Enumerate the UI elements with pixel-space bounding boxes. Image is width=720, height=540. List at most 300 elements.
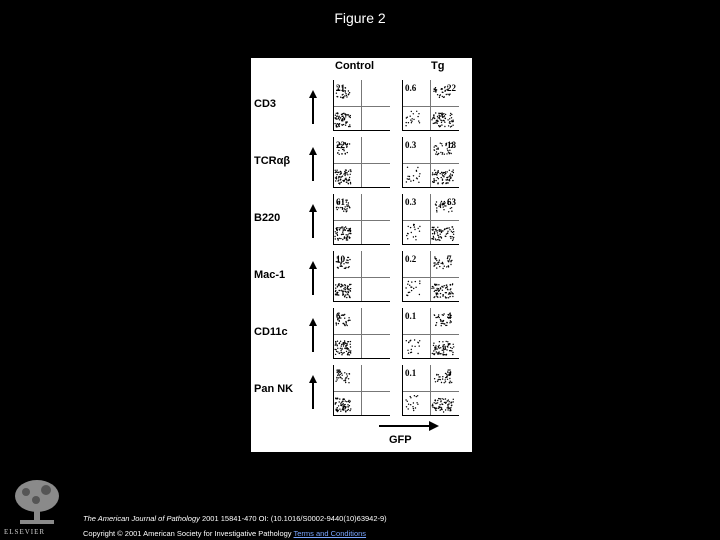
event-dot [443,351,444,352]
event-dot [344,404,345,405]
event-dot [437,402,438,403]
event-dot [406,295,407,296]
event-dot [451,207,452,208]
event-dot [436,123,437,124]
quadrant-percentage: 0.1 [405,368,417,378]
event-dot [346,297,347,298]
event-dot [437,317,438,318]
event-dot [342,116,343,117]
copyright-line [83,529,366,538]
event-dot [433,117,434,118]
event-dot [348,202,349,203]
copyright-text: Copyright © 2001 American Society for Investigative Pathology [83,529,294,538]
event-dot [434,265,435,266]
event-dot [437,120,438,121]
event-dot [350,344,351,345]
event-dot [442,268,443,269]
event-dot [435,153,436,154]
event-dot [347,114,348,115]
event-dot [347,143,348,144]
event-dot [350,350,351,351]
event-dot [444,266,445,267]
event-dot [348,90,349,91]
quadrant-percentage: 0.6 [405,83,417,93]
event-dot [435,145,436,146]
event-dot [451,171,452,172]
quadrant-percentage: 61 [336,197,345,207]
event-dot [444,354,445,355]
event-dot [451,382,452,383]
event-dot [438,291,439,292]
event-dot [436,151,437,152]
event-dot [446,228,447,229]
event-dot [347,174,348,175]
event-dot [440,400,441,401]
event-dot [453,399,454,400]
event-dot [349,297,350,298]
event-dot [448,265,449,266]
event-dot [441,120,442,121]
event-dot [336,294,337,295]
event-dot [441,122,442,123]
event-dot [441,409,442,410]
event-dot [441,325,442,326]
event-dot [449,118,450,119]
event-dot [335,291,336,292]
event-dot [336,398,337,399]
event-dot [341,266,342,267]
event-dot [336,322,337,323]
event-dot [439,266,440,267]
event-dot [346,144,347,145]
event-dot [347,152,348,153]
event-dot [336,174,337,175]
event-dot [340,352,341,353]
event-dot [413,410,414,411]
event-dot [437,262,438,263]
event-dot [442,341,443,342]
event-dot [449,322,450,323]
event-dot [437,232,438,233]
event-dot [346,96,347,97]
event-dot [346,147,347,148]
event-dot [345,173,346,174]
event-dot [437,239,438,240]
event-dot [448,407,449,408]
marker-row [251,304,472,364]
event-dot [446,266,447,267]
event-dot [350,169,351,170]
event-dot [434,256,435,257]
event-dot [452,293,453,294]
event-dot [438,284,439,285]
event-dot [342,232,343,233]
event-dot [447,171,448,172]
event-dot [340,411,341,412]
event-dot [436,284,437,285]
event-dot [340,286,341,287]
event-dot [436,348,437,349]
event-dot [345,346,346,347]
event-dot [443,320,444,321]
event-dot [346,348,347,349]
publisher-logo-text: ELSEVIER [4,528,46,536]
event-dot [337,112,338,113]
event-dot [335,231,336,232]
event-dot [407,284,408,285]
event-dot [341,153,342,154]
event-dot [447,379,448,380]
event-dot [440,206,441,207]
event-dot [436,145,437,146]
event-dot [337,407,338,408]
event-dot [446,287,447,288]
event-dot [450,284,451,285]
event-dot [412,118,413,119]
event-dot [408,226,409,227]
event-dot [449,401,450,402]
event-dot [436,207,437,208]
event-dot [344,237,345,238]
event-dot [346,234,347,235]
event-dot [442,398,443,399]
event-dot [437,171,438,172]
event-dot [442,117,443,118]
event-dot [344,284,345,285]
event-dot [343,345,344,346]
scatter-points [334,308,390,358]
event-dot [442,203,443,204]
event-dot [452,120,453,121]
event-dot [417,404,418,405]
event-dot [343,380,344,381]
event-dot [446,284,447,285]
event-dot [413,288,414,289]
event-dot [349,320,350,321]
event-dot [438,178,439,179]
event-dot [339,401,340,402]
event-dot [341,182,342,183]
event-dot [447,150,448,151]
event-dot [335,170,336,171]
event-dot [345,116,346,117]
event-dot [417,395,418,396]
event-dot [444,285,445,286]
event-dot [438,288,439,289]
event-dot [345,380,346,381]
event-dot [340,341,341,342]
event-dot [435,205,436,206]
marker-label: B220 [254,212,281,224]
event-dot [345,153,346,154]
event-dot [440,379,441,380]
event-dot [452,174,453,175]
event-dot [416,402,417,403]
event-dot [345,378,346,379]
event-dot [346,259,347,260]
event-dot [411,352,412,353]
event-dot [442,295,443,296]
event-dot [408,404,409,405]
event-dot [435,180,436,181]
event-dot [340,404,341,405]
quadrant-percentage: 7 [336,368,341,378]
event-dot [448,343,449,344]
event-dot [438,206,439,207]
event-dot [443,346,444,347]
event-dot [417,178,418,179]
event-dot [434,233,435,234]
event-dot [445,236,446,237]
event-dot [335,402,336,403]
event-dot [442,350,443,351]
gfp-arrow-icon [379,421,439,431]
event-dot [349,179,350,180]
event-dot [435,87,436,88]
event-dot [438,314,439,315]
event-dot [341,373,342,374]
event-dot [436,260,437,261]
event-dot [443,176,444,177]
event-dot [336,176,337,177]
event-dot [338,405,339,406]
event-dot [452,232,453,233]
event-dot [437,354,438,355]
event-dot [336,324,337,325]
event-dot [407,117,408,118]
event-dot [433,236,434,237]
event-dot [349,284,350,285]
event-dot [407,167,408,168]
event-dot [344,114,345,115]
event-dot [440,398,441,399]
event-dot [349,177,350,178]
event-dot [342,375,343,376]
event-dot [347,404,348,405]
event-dot [349,233,350,234]
event-dot [438,261,439,262]
event-dot [349,126,350,127]
event-dot [449,121,450,122]
event-dot [439,376,440,377]
event-dot [335,233,336,234]
event-dot [411,111,412,112]
event-dot [410,404,411,405]
quadrant-percentage: 10 [336,254,345,264]
event-dot [440,296,441,297]
event-dot [451,117,452,118]
event-dot [416,111,417,112]
event-dot [443,120,444,121]
event-dot [339,398,340,399]
event-dot [344,227,345,228]
event-dot [410,227,411,228]
event-dot [347,239,348,240]
event-dot [436,288,437,289]
event-dot [444,122,445,123]
event-dot [434,146,435,147]
event-dot [346,170,347,171]
event-dot [440,202,441,203]
event-dot [414,229,415,230]
marker-row [251,190,472,250]
event-dot [437,264,438,265]
event-dot [407,176,408,177]
event-dot [436,293,437,294]
event-dot [346,208,347,209]
event-dot [408,408,409,409]
event-dot [452,125,453,126]
event-dot [405,399,406,400]
event-dot [337,115,338,116]
event-dot [335,341,336,342]
event-dot [338,267,339,268]
event-dot [342,239,343,240]
event-dot [435,239,436,240]
event-dot [406,181,407,182]
event-dot [439,404,440,405]
event-dot [434,182,435,183]
event-dot [442,92,443,93]
event-dot [337,341,338,342]
event-dot [452,354,453,355]
event-dot [407,350,408,351]
event-dot [415,407,416,408]
event-dot [439,317,440,318]
event-dot [444,154,445,155]
event-dot [433,343,434,344]
event-dot [406,122,407,123]
event-dot [347,354,348,355]
event-dot [350,174,351,175]
event-dot [336,123,337,124]
event-dot [413,236,414,237]
event-dot [419,122,420,123]
event-dot [435,400,436,401]
event-dot [437,116,438,117]
event-dot [346,322,347,323]
event-dot [439,240,440,241]
event-dot [447,231,448,232]
event-dot [414,395,415,396]
event-dot [440,94,441,95]
event-dot [347,287,348,288]
event-dot [348,401,349,402]
event-dot [432,172,433,173]
event-dot [335,284,336,285]
event-dot [346,122,347,123]
event-dot [439,260,440,261]
event-dot [445,171,446,172]
event-dot [342,228,343,229]
event-dot [432,174,433,175]
event-dot [436,230,437,231]
event-dot [345,294,346,295]
event-dot [346,204,347,205]
event-dot [344,171,345,172]
event-dot [348,126,349,127]
event-dot [347,236,348,237]
event-dot [440,234,441,235]
event-dot [440,230,441,231]
event-dot [406,406,407,407]
event-dot [335,342,336,343]
event-dot [441,263,442,264]
event-dot [338,176,339,177]
event-dot [335,180,336,181]
event-dot [445,379,446,380]
event-dot [345,229,346,230]
event-dot [439,407,440,408]
event-dot [445,402,446,403]
event-dot [340,176,341,177]
event-dot [411,121,412,122]
event-dot [341,348,342,349]
event-dot [438,170,439,171]
event-dot [346,239,347,240]
quadrant-percentage: 0.3 [405,197,417,207]
event-dot [339,343,340,344]
event-dot [443,97,444,98]
event-dot [342,409,343,410]
event-dot [412,345,413,346]
event-dot [450,402,451,403]
event-dot [343,211,344,212]
event-dot [347,325,348,326]
event-dot [411,290,412,291]
event-dot [438,148,439,149]
event-dot [335,117,336,118]
event-dot [343,403,344,404]
event-dot [348,406,349,407]
event-dot [338,207,339,208]
event-dot [350,171,351,172]
quadrant-percentage: 21 [336,83,345,93]
event-dot [338,118,339,119]
event-dot [405,287,406,288]
event-dot [447,404,448,405]
event-dot [337,398,338,399]
event-dot [419,294,420,295]
event-dot [340,207,341,208]
event-dot [345,125,346,126]
event-dot [441,172,442,173]
event-dot [436,267,437,268]
event-dot [431,119,432,120]
event-dot [449,296,450,297]
event-dot [337,152,338,153]
terms-and-conditions-link[interactable]: Terms and Conditions [293,529,367,538]
event-dot [336,178,337,179]
event-dot [437,173,438,174]
event-dot [340,171,341,172]
event-dot [418,120,419,121]
up-arrow-icon [309,90,317,124]
event-dot [337,410,338,411]
quadrant-percentage: 0.3 [405,140,417,150]
event-dot [348,317,349,318]
event-dot [439,117,440,118]
event-dot [440,152,441,153]
event-dot [340,117,341,118]
event-dot [451,211,452,212]
event-dot [343,288,344,289]
event-dot [452,348,453,349]
event-dot [444,201,445,202]
event-dot [450,126,451,127]
event-dot [434,231,435,232]
marker-row [251,247,472,307]
